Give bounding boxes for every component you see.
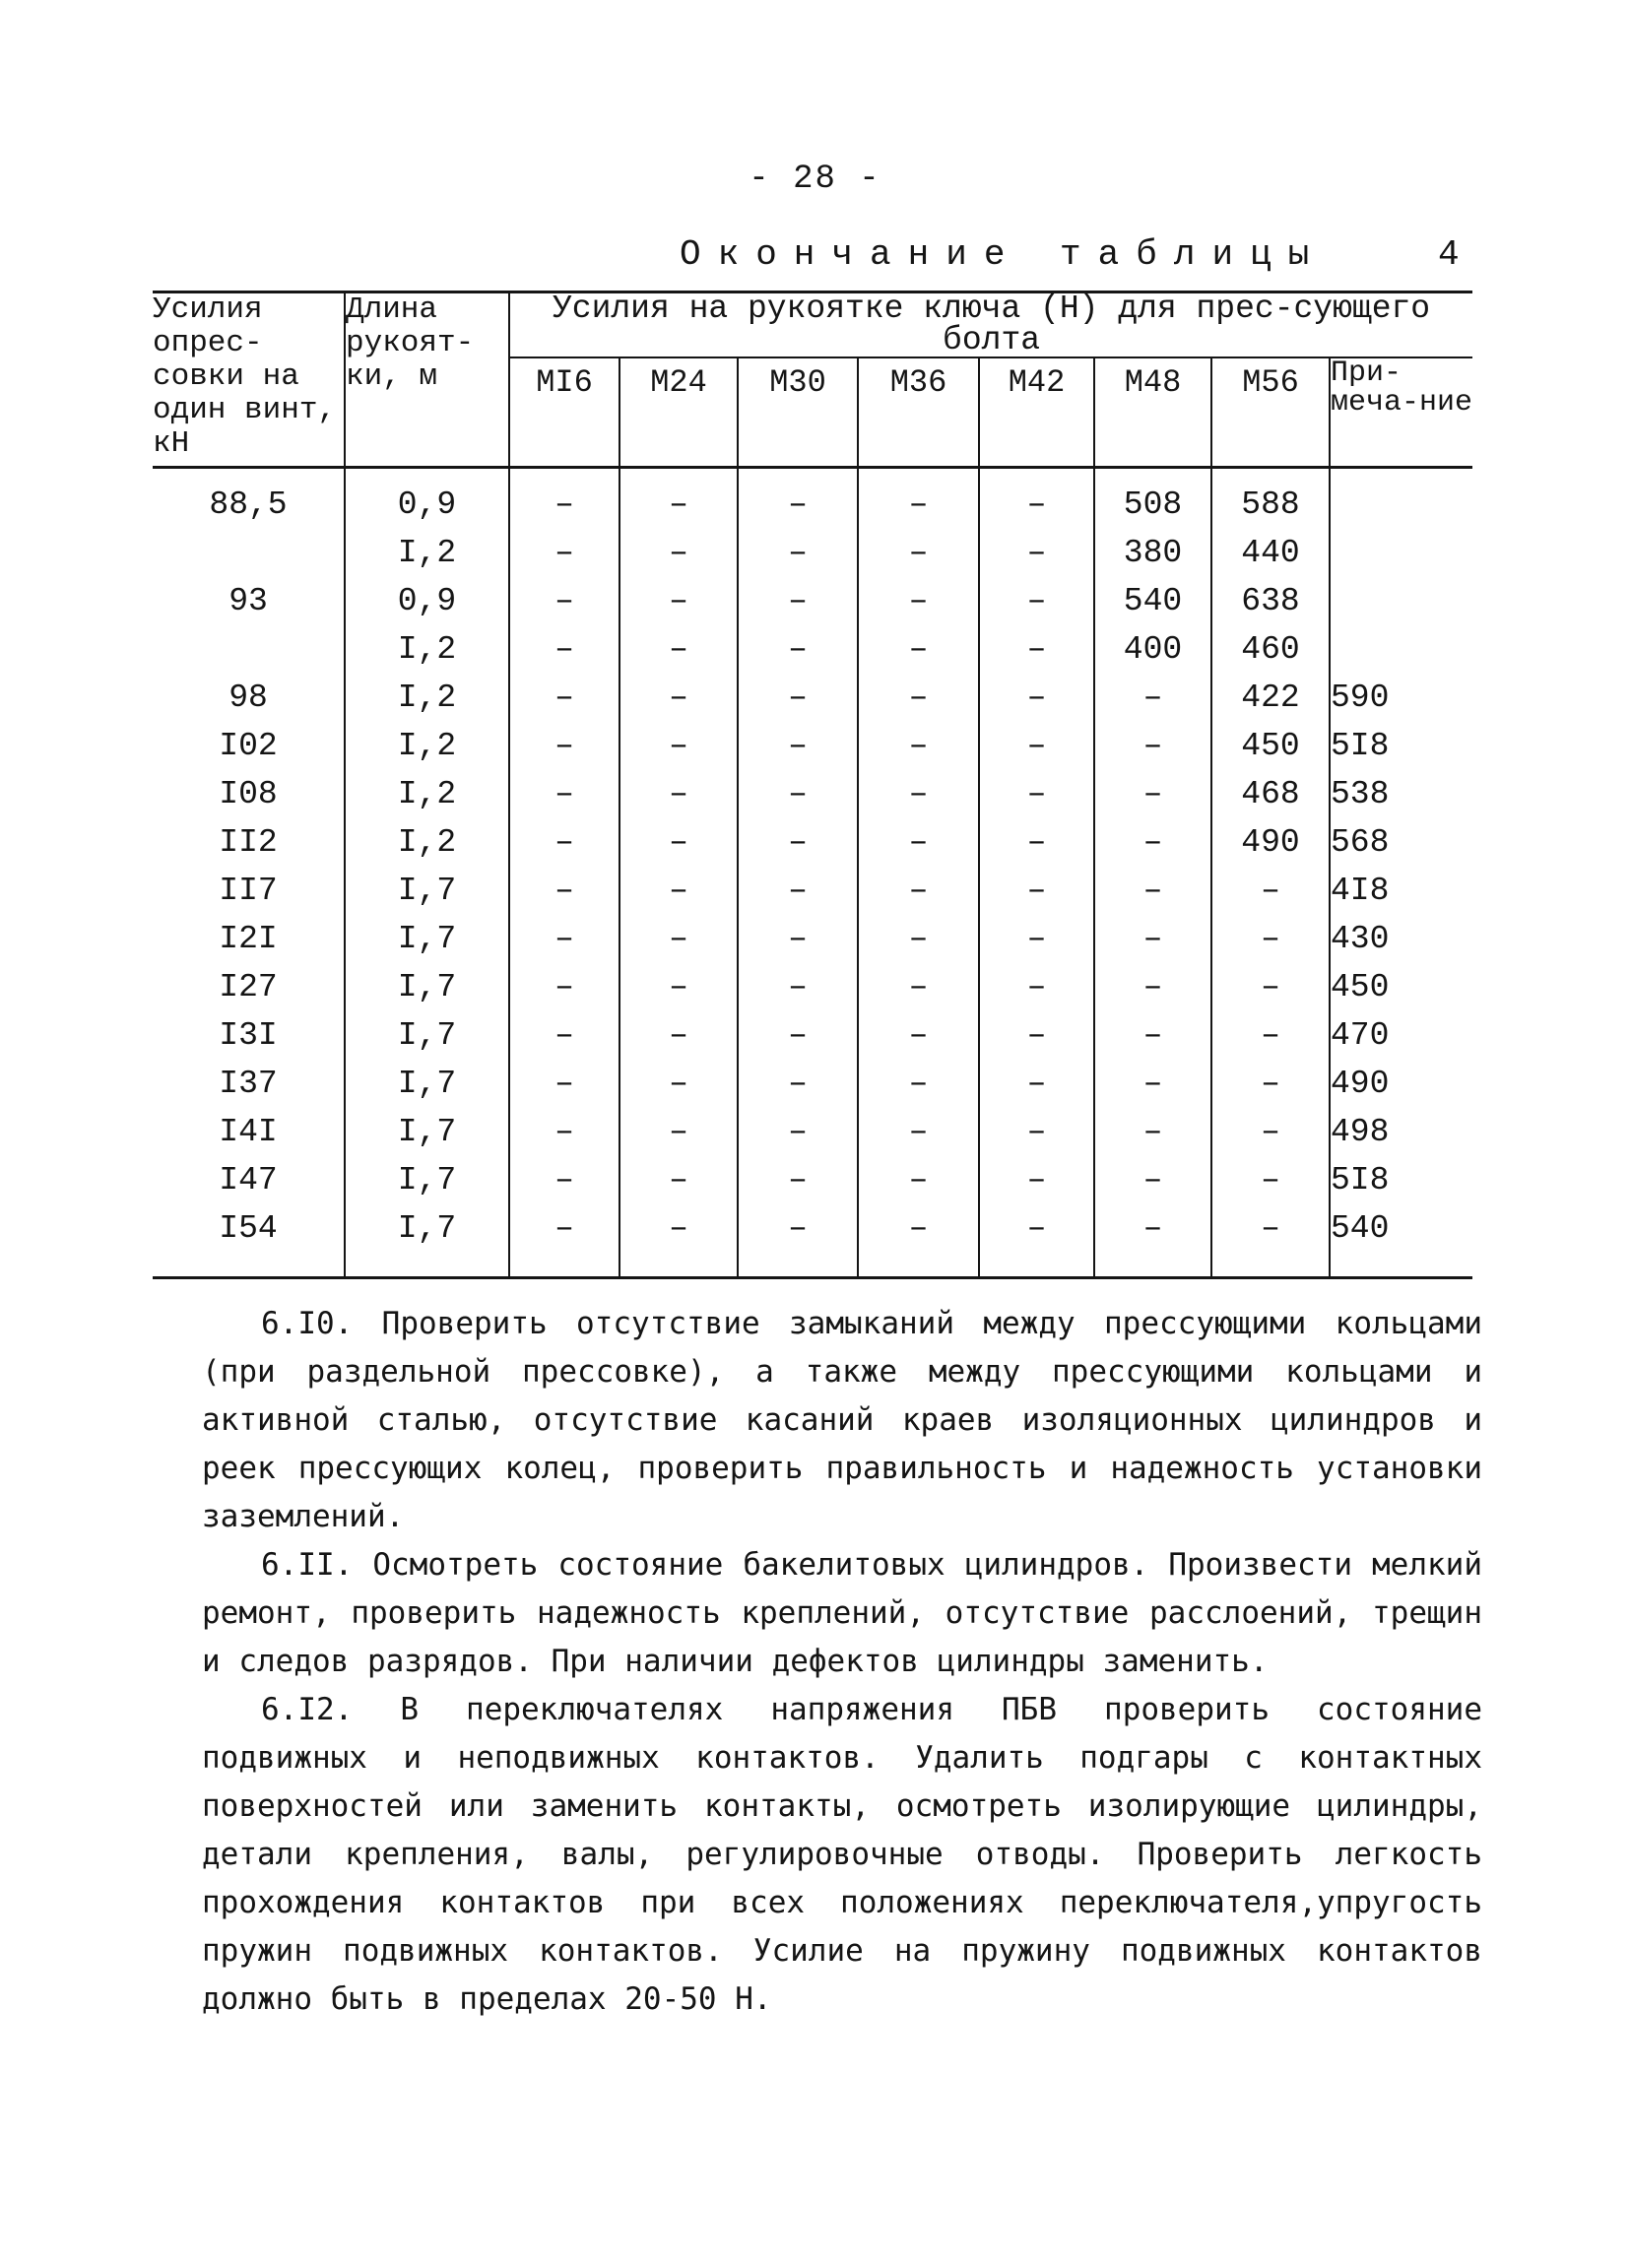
cell-note <box>1330 577 1472 625</box>
cell-length: I,7 <box>345 1156 509 1204</box>
cell-length: I,2 <box>345 770 509 818</box>
cell-value: – <box>738 625 858 674</box>
cell-value: 400 <box>1094 625 1211 674</box>
paragraph: 6.I0. Проверить отсутствие замыканий между прессующими кольцами (при раздельной прессовке), а также между прессующими кольцами и активной сталью, отсутствие касаний краев изоляционных цилиндров и реек прессующих колец, проверить правильность и надежность установки заземлений. <box>202 1306 1482 1534</box>
cell-value: – <box>858 818 979 867</box>
cell-force: I3I <box>153 1011 345 1060</box>
cell-value: – <box>738 1060 858 1108</box>
cell-force: II2 <box>153 818 345 867</box>
cell-value: – <box>858 468 979 530</box>
cell-value: – <box>858 674 979 722</box>
cell-value: – <box>979 1204 1094 1278</box>
cell-value: – <box>979 722 1094 770</box>
cell-force: I37 <box>153 1060 345 1108</box>
cell-note: 430 <box>1331 921 1390 957</box>
cell-value: – <box>858 915 979 963</box>
cell-value: – <box>738 867 858 915</box>
cell-value: – <box>619 1108 738 1156</box>
cell-length: I,2 <box>345 818 509 867</box>
table-row <box>153 722 1472 770</box>
cell-note: 538 <box>1331 776 1390 812</box>
table-row <box>153 867 1472 915</box>
cell-length: I,2 <box>345 529 509 577</box>
cell-note: 540 <box>1331 1210 1390 1247</box>
cell-value: – <box>858 625 979 674</box>
cell-value: – <box>619 818 738 867</box>
cell-value: – <box>509 1011 619 1060</box>
table-row <box>153 770 1472 818</box>
cell-length: I,2 <box>345 722 509 770</box>
cell-value: 422 <box>1211 674 1330 722</box>
cell-note <box>1330 625 1472 674</box>
cell-value: – <box>1211 963 1330 1011</box>
header-bolt: М24 <box>619 357 738 468</box>
cell-value: – <box>509 1156 619 1204</box>
cell-value: 450 <box>1211 722 1330 770</box>
table-caption-number: 4 <box>1438 234 1460 275</box>
cell-value: – <box>1094 1011 1211 1060</box>
cell-note: 498 <box>1331 1114 1390 1150</box>
cell-note: 5I8 <box>1331 728 1390 764</box>
table-row <box>153 625 1472 674</box>
table-row <box>153 818 1472 867</box>
cell-value: – <box>1094 722 1211 770</box>
cell-value: – <box>979 674 1094 722</box>
table-row <box>153 915 1472 963</box>
header-bolt: М30 <box>738 357 858 468</box>
header-bolt: М42 <box>979 357 1094 468</box>
cell-note <box>1330 468 1472 530</box>
cell-value: – <box>619 722 738 770</box>
cell-value: – <box>979 915 1094 963</box>
cell-value: – <box>1211 867 1330 915</box>
data-table <box>153 291 1472 1279</box>
paragraph: 6.I2. В переключателях напряжения ПБВ проверить состояние подвижных и неподвижных контактов. Удалить подгары с контактных поверхностей или заменить контакты, осмотреть изолирующие цилиндры, детали крепления, валы, регулировочные отводы. Проверить легкость прохождения контактов при всех положениях переключателя,упругость пружин подвижных контактов. Усилие на пружину подвижных контактов должно быть в пределах 20-50 Н. <box>202 1692 1482 2017</box>
cell-value: – <box>738 577 858 625</box>
cell-value: – <box>979 1108 1094 1156</box>
cell-force <box>153 625 345 674</box>
cell-value: – <box>619 770 738 818</box>
cell-value: – <box>738 963 858 1011</box>
cell-value: – <box>619 1204 738 1278</box>
paragraph: 6.II. Осмотреть состояние бакелитовых цилиндров. Произвести мелкий ремонт, проверить надежность креплений, отсутствие расслоений, трещин и следов разрядов. При наличии дефектов цилиндры заменить. <box>202 1547 1482 1679</box>
cell-note: 490 <box>1331 1066 1390 1102</box>
cell-force: I2I <box>153 915 345 963</box>
table-row <box>153 1156 1472 1204</box>
cell-value: – <box>619 577 738 625</box>
cell-force: I54 <box>153 1204 345 1278</box>
cell-value: – <box>619 1011 738 1060</box>
cell-value: – <box>858 867 979 915</box>
cell-value: – <box>509 674 619 722</box>
table-body <box>153 468 1472 1278</box>
cell-value: – <box>509 818 619 867</box>
cell-note <box>1330 529 1472 577</box>
header-note: При-меча-ние <box>1331 356 1473 420</box>
cell-value: – <box>1211 1060 1330 1108</box>
cell-value: – <box>858 1204 979 1278</box>
cell-value: – <box>509 625 619 674</box>
header-length: Длина рукоят-ки, м <box>345 292 509 468</box>
table-row <box>153 468 1472 530</box>
cell-value: – <box>619 1156 738 1204</box>
cell-value: – <box>738 818 858 867</box>
table-row <box>153 1060 1472 1108</box>
cell-value: – <box>858 963 979 1011</box>
cell-force: 98 <box>153 674 345 722</box>
cell-value: – <box>858 1060 979 1108</box>
cell-note: 568 <box>1331 824 1390 861</box>
cell-value: – <box>619 963 738 1011</box>
cell-length: I,7 <box>345 1204 509 1278</box>
cell-value: – <box>979 468 1094 530</box>
cell-value: – <box>979 1156 1094 1204</box>
cell-value: – <box>858 529 979 577</box>
cell-value: – <box>1094 867 1211 915</box>
cell-force: I47 <box>153 1156 345 1204</box>
cell-value: 440 <box>1211 529 1330 577</box>
cell-length: 0,9 <box>345 468 509 530</box>
cell-value: – <box>509 529 619 577</box>
cell-value: – <box>1094 1156 1211 1204</box>
cell-value: – <box>979 867 1094 915</box>
table-row <box>153 674 1472 722</box>
cell-note: 4I8 <box>1331 873 1390 909</box>
cell-value: – <box>619 468 738 530</box>
cell-value: – <box>738 722 858 770</box>
cell-value: – <box>509 867 619 915</box>
cell-value: – <box>619 625 738 674</box>
cell-value: – <box>1211 1011 1330 1060</box>
cell-value: – <box>979 625 1094 674</box>
cell-value: – <box>979 770 1094 818</box>
cell-force: I02 <box>153 722 345 770</box>
cell-value: – <box>858 1011 979 1060</box>
cell-value: – <box>509 963 619 1011</box>
cell-note: 470 <box>1331 1017 1390 1054</box>
table-row <box>153 1011 1472 1060</box>
cell-value: – <box>979 963 1094 1011</box>
table-caption-text: Окончание таблицы <box>680 234 1327 275</box>
table-row <box>153 529 1472 577</box>
cell-value: – <box>1211 1108 1330 1156</box>
cell-force: 93 <box>153 577 345 625</box>
cell-value: – <box>858 1108 979 1156</box>
cell-force <box>153 529 345 577</box>
header-bolt: М56 <box>1211 357 1330 468</box>
cell-force: I4I <box>153 1108 345 1156</box>
cell-value: – <box>619 915 738 963</box>
cell-value: – <box>738 1204 858 1278</box>
cell-value: – <box>738 529 858 577</box>
cell-value: 508 <box>1094 468 1211 530</box>
cell-value: – <box>509 1204 619 1278</box>
cell-value: – <box>509 770 619 818</box>
table-row <box>153 577 1472 625</box>
header-bolt: М36 <box>858 357 979 468</box>
cell-note: 450 <box>1331 969 1390 1005</box>
cell-value: – <box>1094 915 1211 963</box>
cell-force: I27 <box>153 963 345 1011</box>
cell-value: – <box>619 529 738 577</box>
cell-value: – <box>979 1011 1094 1060</box>
cell-value: – <box>858 770 979 818</box>
cell-value: 588 <box>1211 468 1330 530</box>
cell-value: – <box>738 468 858 530</box>
header-force: Усилия опрес-совки на один винт, кН <box>153 292 345 468</box>
cell-value: – <box>1094 674 1211 722</box>
cell-value: – <box>738 770 858 818</box>
cell-value: – <box>619 1060 738 1108</box>
cell-length: I,7 <box>345 963 509 1011</box>
cell-length: I,2 <box>345 625 509 674</box>
cell-value: – <box>858 1156 979 1204</box>
cell-value: – <box>858 577 979 625</box>
page-number: - 28 - <box>749 161 881 198</box>
cell-length: 0,9 <box>345 577 509 625</box>
cell-force: II7 <box>153 867 345 915</box>
cell-value: – <box>509 915 619 963</box>
cell-length: I,7 <box>345 1011 509 1060</box>
cell-value: – <box>1094 1060 1211 1108</box>
cell-value: 638 <box>1211 577 1330 625</box>
cell-value: – <box>979 1060 1094 1108</box>
cell-value: – <box>738 1108 858 1156</box>
cell-value: – <box>979 529 1094 577</box>
table-row <box>153 1108 1472 1156</box>
cell-value: – <box>979 818 1094 867</box>
cell-length: I,7 <box>345 867 509 915</box>
cell-value: – <box>1094 1204 1211 1278</box>
cell-value: – <box>509 1060 619 1108</box>
cell-value: – <box>509 722 619 770</box>
header-bolt: МI6 <box>509 357 619 468</box>
cell-value: 460 <box>1211 625 1330 674</box>
cell-value: – <box>1211 1156 1330 1204</box>
cell-note: 590 <box>1331 680 1390 716</box>
cell-value: 490 <box>1211 818 1330 867</box>
table-caption <box>680 234 1467 275</box>
body-text <box>202 1300 1482 2024</box>
cell-value: – <box>738 1156 858 1204</box>
cell-value: – <box>619 867 738 915</box>
cell-value: – <box>619 674 738 722</box>
cell-value: – <box>1094 818 1211 867</box>
cell-force: I08 <box>153 770 345 818</box>
table-row <box>153 1204 1472 1278</box>
cell-value: – <box>738 1011 858 1060</box>
cell-value: – <box>509 1108 619 1156</box>
cell-value: – <box>1094 1108 1211 1156</box>
cell-value: – <box>1211 1204 1330 1278</box>
cell-force: 88,5 <box>153 468 345 530</box>
cell-length: I,7 <box>345 915 509 963</box>
cell-value: – <box>738 915 858 963</box>
header-wrench-force-group: Усилия на рукоятке ключа (Н) для прес-сующего болта <box>509 292 1472 358</box>
table-row <box>153 963 1472 1011</box>
cell-length: I,7 <box>345 1060 509 1108</box>
cell-length: I,2 <box>345 674 509 722</box>
cell-value: – <box>1094 963 1211 1011</box>
cell-value: – <box>1211 915 1330 963</box>
cell-value: 468 <box>1211 770 1330 818</box>
cell-note: 5I8 <box>1331 1162 1390 1199</box>
cell-value: 380 <box>1094 529 1211 577</box>
cell-value: – <box>858 722 979 770</box>
cell-length: I,7 <box>345 1108 509 1156</box>
cell-value: – <box>509 577 619 625</box>
cell-value: – <box>738 674 858 722</box>
cell-value: – <box>1094 770 1211 818</box>
cell-value: – <box>979 577 1094 625</box>
header-bolt: М48 <box>1094 357 1211 468</box>
cell-value: – <box>509 468 619 530</box>
cell-value: 540 <box>1094 577 1211 625</box>
